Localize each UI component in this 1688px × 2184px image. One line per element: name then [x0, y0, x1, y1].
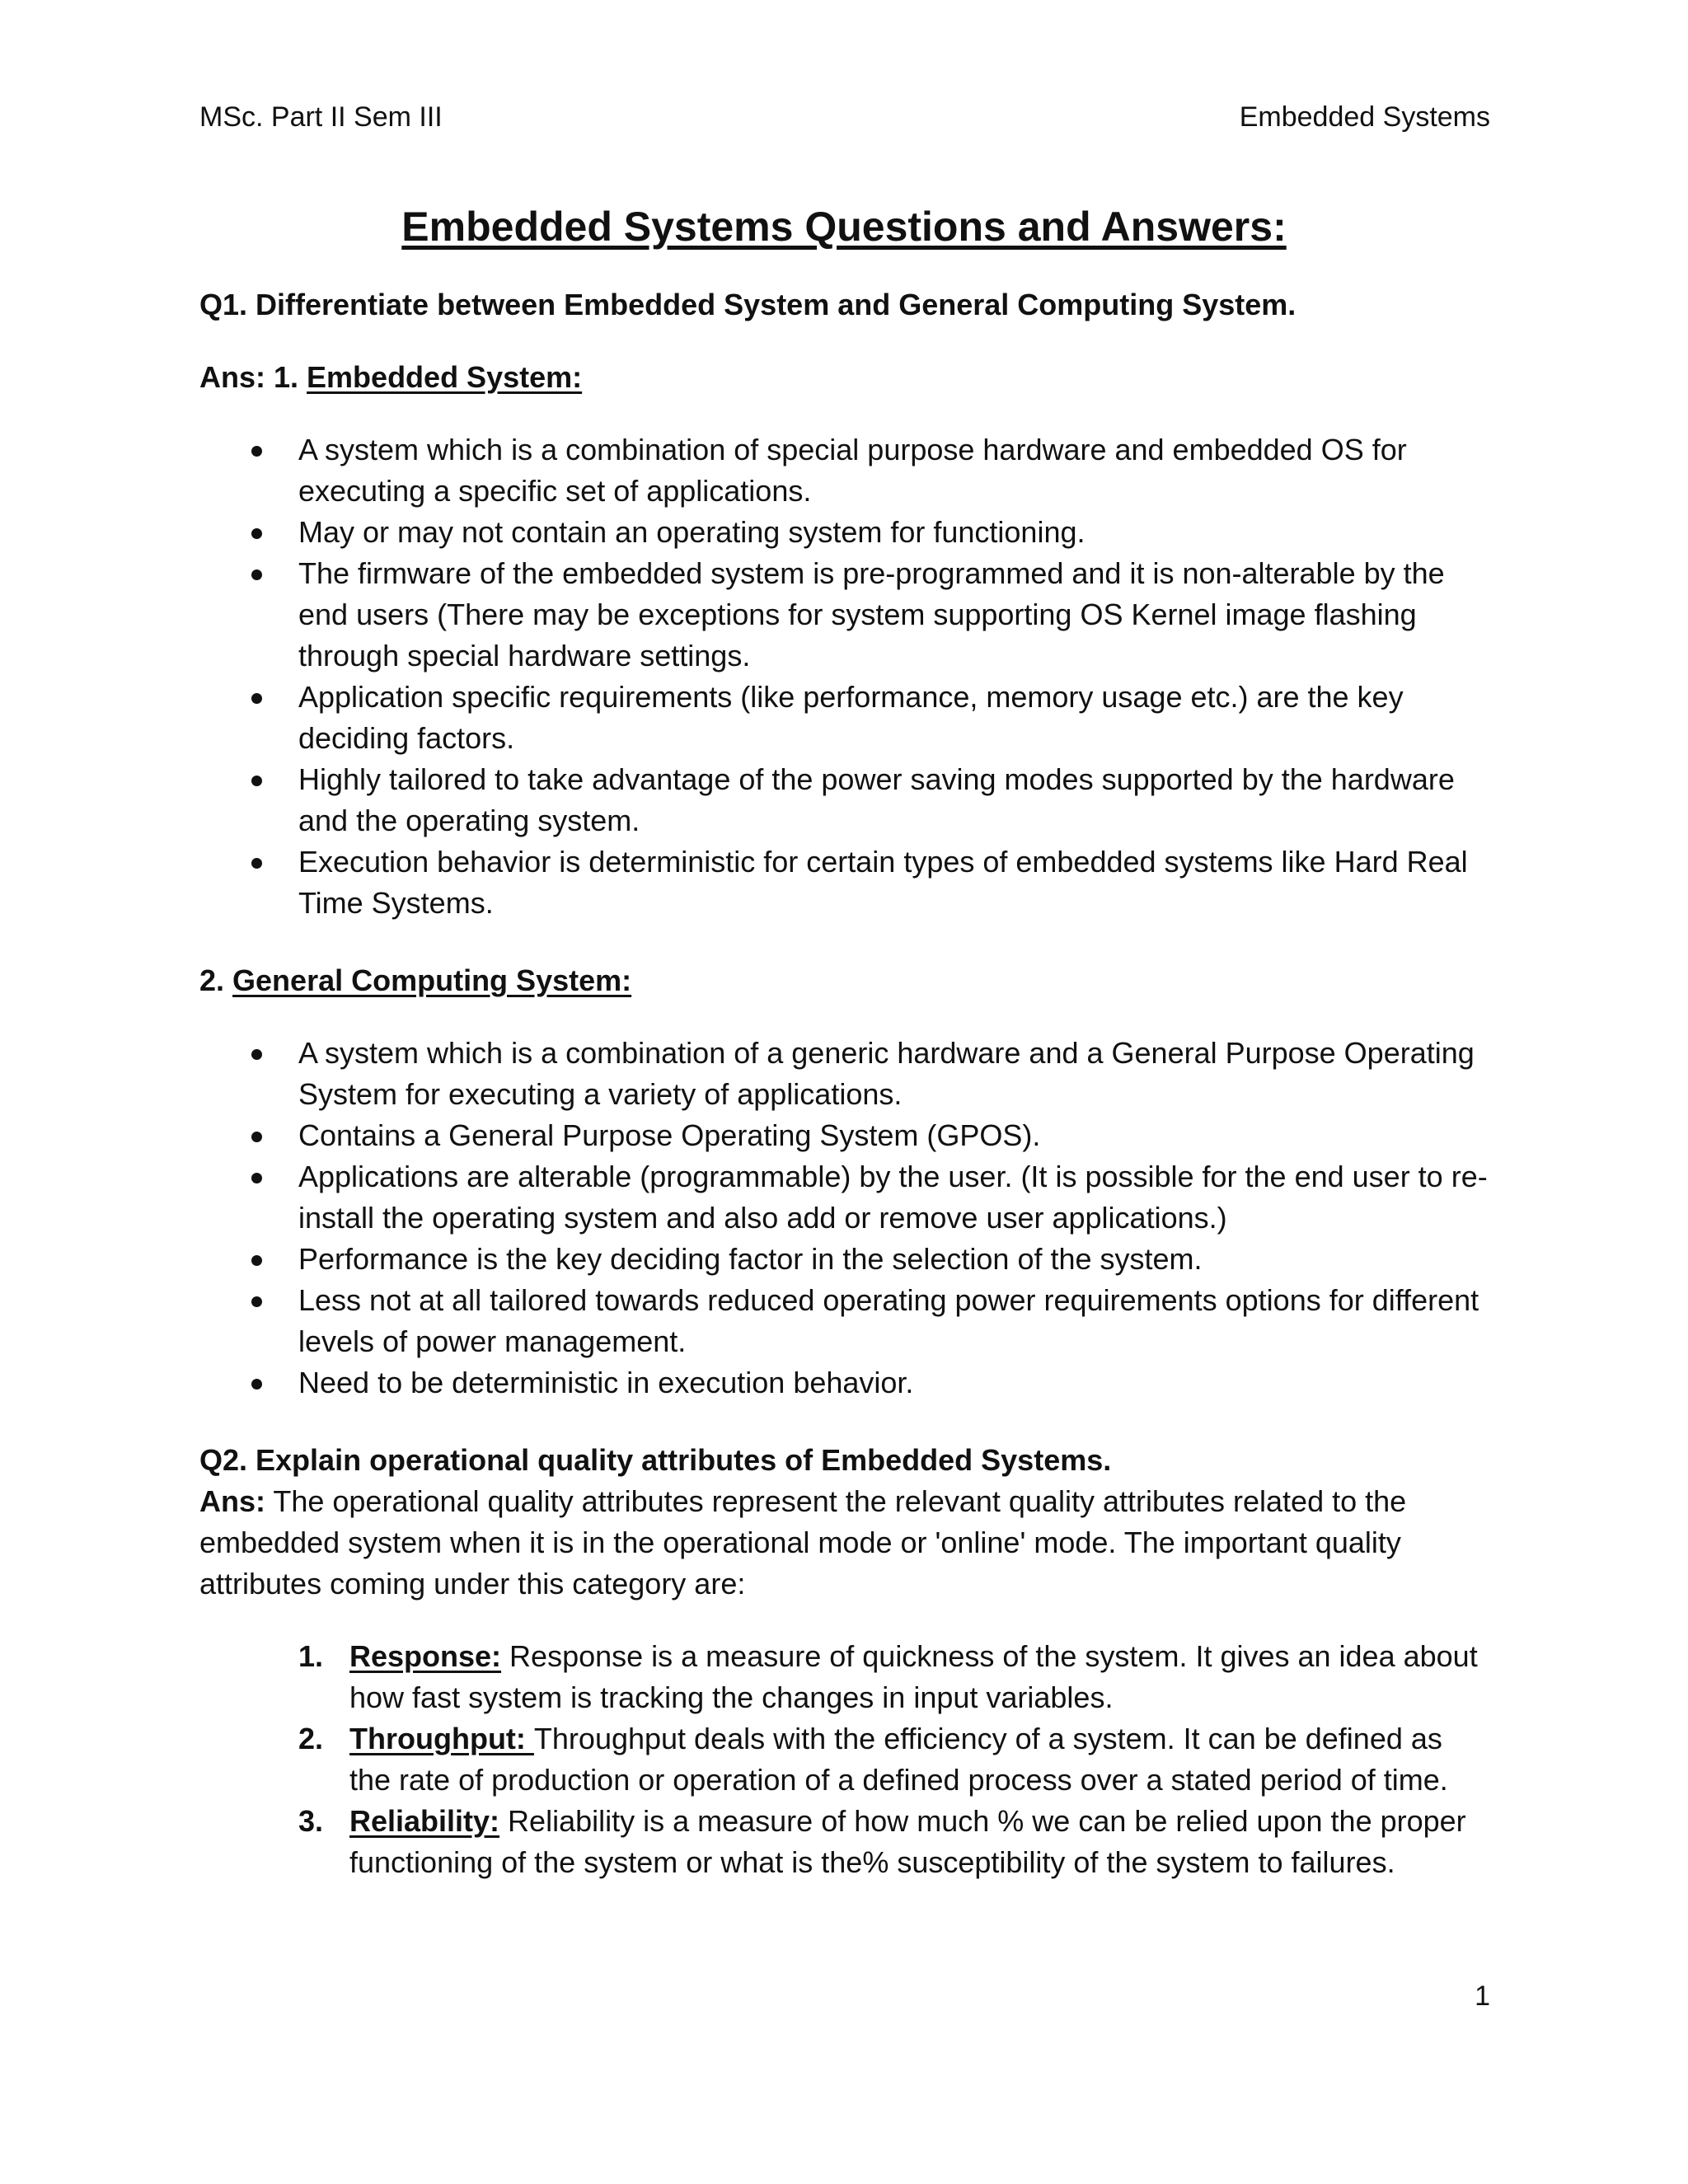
list-item	[199, 1636, 1490, 1718]
attribute-description: Response is a measure of quickness of the system. It gives an idea about how fast system is tracking the changes in input variables.	[349, 1639, 1478, 1714]
list-item-text: Application specific requirements (like performance, memory usage etc.) are the key deciding factors.	[298, 680, 1404, 755]
list-item-text: A system which is a combination of special purpose hardware and embedded OS for executing a specific set of applications.	[298, 433, 1407, 508]
answer-2-paragraph	[199, 1481, 1490, 1605]
list-item-text: Highly tailored to take advantage of the power saving modes supported by the hardware and the operating system.	[298, 762, 1455, 837]
header-subject: Embedded Systems	[1239, 101, 1490, 133]
bullet-icon	[251, 1255, 262, 1266]
list-item-text: Execution behavior is deterministic for certain types of embedded systems like Hard Real Time Systems.	[298, 845, 1468, 920]
page-title: Embedded Systems Questions and Answers:	[401, 204, 1287, 250]
general-computing-list	[199, 1033, 1490, 1404]
list-item	[199, 512, 1490, 553]
embedded-system-list	[199, 429, 1490, 924]
bullet-icon	[251, 528, 262, 539]
bullet-icon	[251, 1379, 262, 1390]
answer-2-text: The operational quality attributes represent the relevant quality attributes related to the embedded system when it is in the operational mode or 'online' mode. The important quality attributes coming under this category are:	[199, 1484, 1407, 1601]
bullet-icon	[251, 1296, 262, 1307]
list-item	[199, 553, 1490, 677]
general-computing-heading-line	[199, 960, 1490, 1001]
list-number: 3.	[298, 1804, 324, 1838]
list-item	[199, 429, 1490, 512]
list-item-text: May or may not contain an operating system for functioning.	[298, 515, 1085, 549]
bullet-icon	[251, 858, 262, 869]
list-item-text: A system which is a combination of a generic hardware and a General Purpose Operating System for executing a variety of applications.	[298, 1036, 1475, 1111]
list-item-text: Applications are alterable (programmable) by the user. (It is possible for the end user to re-install the operating system and also add or remove user applications.)	[298, 1160, 1488, 1235]
embedded-system-heading: Embedded System:	[307, 360, 583, 394]
attribute-term: Response:	[349, 1639, 502, 1673]
general-computing-heading: General Computing System:	[232, 963, 632, 997]
header-course: MSc. Part II Sem III	[199, 101, 443, 133]
answer-1-prefix: Ans: 1.	[199, 360, 307, 394]
list-item	[199, 1718, 1490, 1801]
list-item	[199, 677, 1490, 759]
question-1: Q1. Differentiate between Embedded System and General Computing System.	[199, 288, 1296, 321]
quality-attributes-list	[199, 1636, 1490, 1883]
bullet-icon	[251, 446, 262, 457]
list-item-text: Contains a General Purpose Operating System (GPOS).	[298, 1118, 1041, 1152]
list-item	[199, 1239, 1490, 1280]
bullet-icon	[251, 1049, 262, 1060]
list-item	[199, 1156, 1490, 1239]
list-item-text: Less not at all tailored towards reduced operating power requirements options for different levels of power management.	[298, 1283, 1479, 1358]
list-number: 1.	[298, 1639, 324, 1673]
bullet-icon	[251, 776, 262, 786]
attribute-description: Throughput deals with the efficiency of a system. It can be defined as the rate of production or operation of a defined process over a stated period of time.	[349, 1722, 1448, 1797]
bullet-icon	[251, 1173, 262, 1183]
bullet-icon	[251, 693, 262, 704]
list-item	[199, 841, 1490, 924]
answer-2-label: Ans:	[199, 1484, 265, 1518]
page-number: 1	[1475, 1980, 1490, 2012]
bullet-icon	[251, 1132, 262, 1142]
attribute-term: Reliability:	[349, 1804, 500, 1838]
question-2: Q2. Explain operational quality attributes of Embedded Systems.	[199, 1443, 1112, 1477]
bullet-icon	[251, 569, 262, 580]
answer-1-heading	[199, 357, 1490, 398]
list-item	[199, 1280, 1490, 1362]
list-number: 2.	[298, 1722, 324, 1755]
attribute-term: Throughput:	[349, 1722, 534, 1755]
main-content	[199, 284, 1490, 1883]
list-item-text: Need to be deterministic in execution behavior.	[298, 1366, 914, 1399]
list-item	[199, 1362, 1490, 1404]
list-item-text: The firmware of the embedded system is pre-programmed and it is non-alterable by the end users (There may be exceptions for system supporting OS Kernel image flashing through special hardware settings.	[298, 556, 1445, 673]
attribute-description: Reliability is a measure of how much % we can be relied upon the proper functioning of the system or what is the% susceptibility of the system to failures.	[349, 1804, 1466, 1879]
list-item	[199, 759, 1490, 841]
list-item-text: Performance is the key deciding factor in the selection of the system.	[298, 1242, 1203, 1276]
list-item	[199, 1115, 1490, 1156]
list-item	[199, 1033, 1490, 1115]
section-2-prefix: 2.	[199, 963, 233, 997]
list-item	[199, 1801, 1490, 1883]
